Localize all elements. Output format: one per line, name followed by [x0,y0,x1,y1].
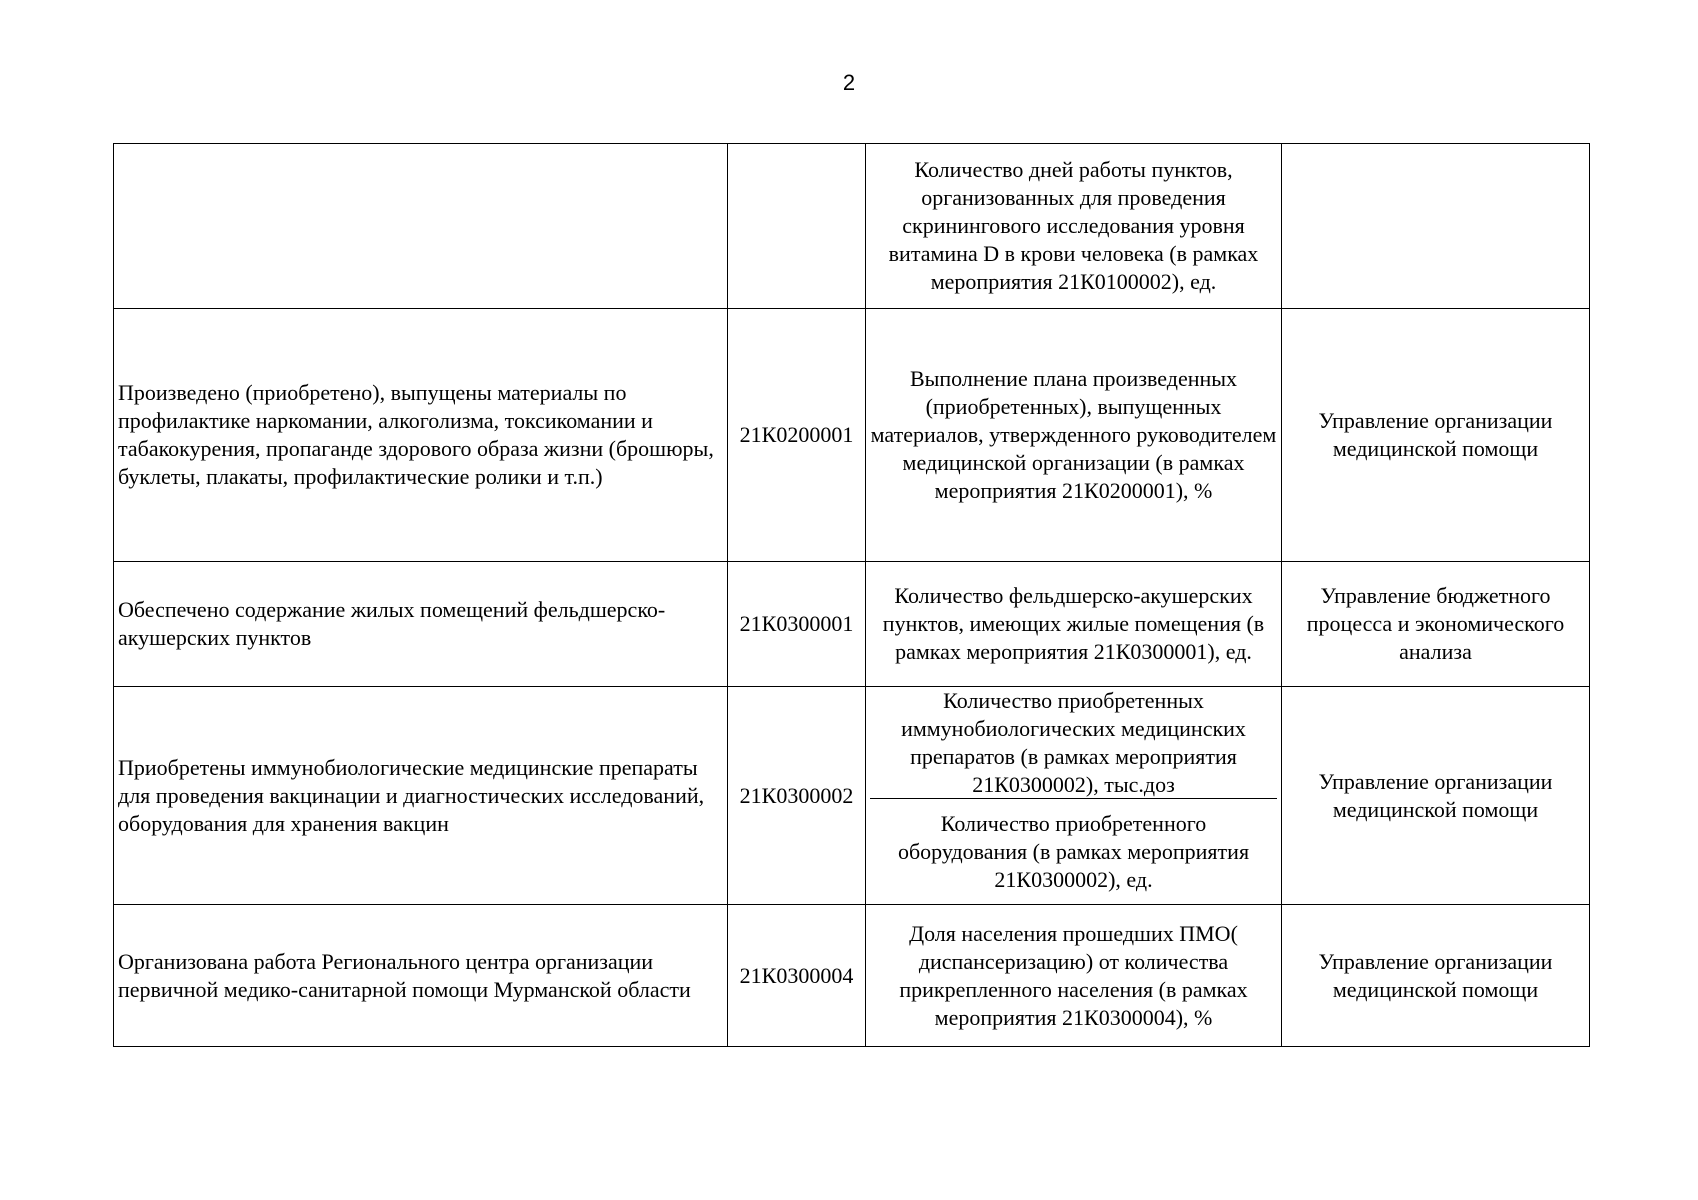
result-cell: Приобретены иммунобиологические медицинские препараты для проведения вакцинации и диагностических исследований, оборудования для хранения вакцин [114,687,728,905]
table-row [114,144,1590,309]
table-row [114,309,1590,562]
result-cell: Обеспечено содержание жилых помещений фельдшерско-акушерских пунктов [114,562,728,687]
indicator-cell: Выполнение плана произведенных (приобретенных), выпущенных материалов, утвержденного руководителем медицинской организации (в рамках мероприятия 21К0200001), % [866,309,1282,562]
indicator-sub-cell: Количество приобретенного оборудования (в рамках мероприятия 21К0300002), ед. [897,810,1250,892]
indicator-cell: Количество фельдшерско-акушерских пунктов, имеющих жилые помещения (в рамках мероприятия 21К0300001), ед. [866,562,1282,687]
department-cell: Управление организации медицинской помощи [1282,687,1590,905]
result-cell [114,144,728,309]
code-cell: 21К0300002 [728,687,866,905]
indicator-split-cell [866,687,1282,905]
department-cell [1282,144,1590,309]
indicator-sub-cell: Количество приобретенных иммунобиологических медицинских препаратов (в рамках мероприятия 21К0300002), тыс.доз [870,687,1277,799]
result-cell: Произведено (приобретено), выпущены материалы по профилактике наркомании, алкоголизма, токсикомании и табакокурения, пропаганде здорового образа жизни (брошюры, буклеты, плакаты, профилактические ролики и т.п.) [114,309,728,562]
result-cell: Организована работа Регионального центра организации первичной медико-санитарной помощи Мурманской области [114,905,728,1047]
table-row [114,687,1590,905]
page-number: 2 [842,70,856,95]
code-cell: 21К0300001 [728,562,866,687]
department-cell: Управление организации медицинской помощи [1282,309,1590,562]
code-cell [728,144,866,309]
department-cell: Управление бюджетного процесса и экономического анализа [1282,562,1590,687]
code-cell: 21К0300004 [728,905,866,1047]
department-cell: Управление организации медицинской помощи [1282,905,1590,1047]
code-cell: 21К0200001 [728,309,866,562]
indicator-cell: Доля населения прошедших ПМО( диспансеризацию) от количества прикрепленного населения (в рамках мероприятия 21К0300004), % [866,905,1282,1047]
indicator-cell: Количество дней работы пунктов, организованных для проведения скринингового исследования уровня витамина D в крови человека (в рамках мероприятия 21К0100002), ед. [866,144,1282,309]
table-row [114,905,1590,1047]
table-row [114,562,1590,687]
measures-table [113,143,1590,1047]
